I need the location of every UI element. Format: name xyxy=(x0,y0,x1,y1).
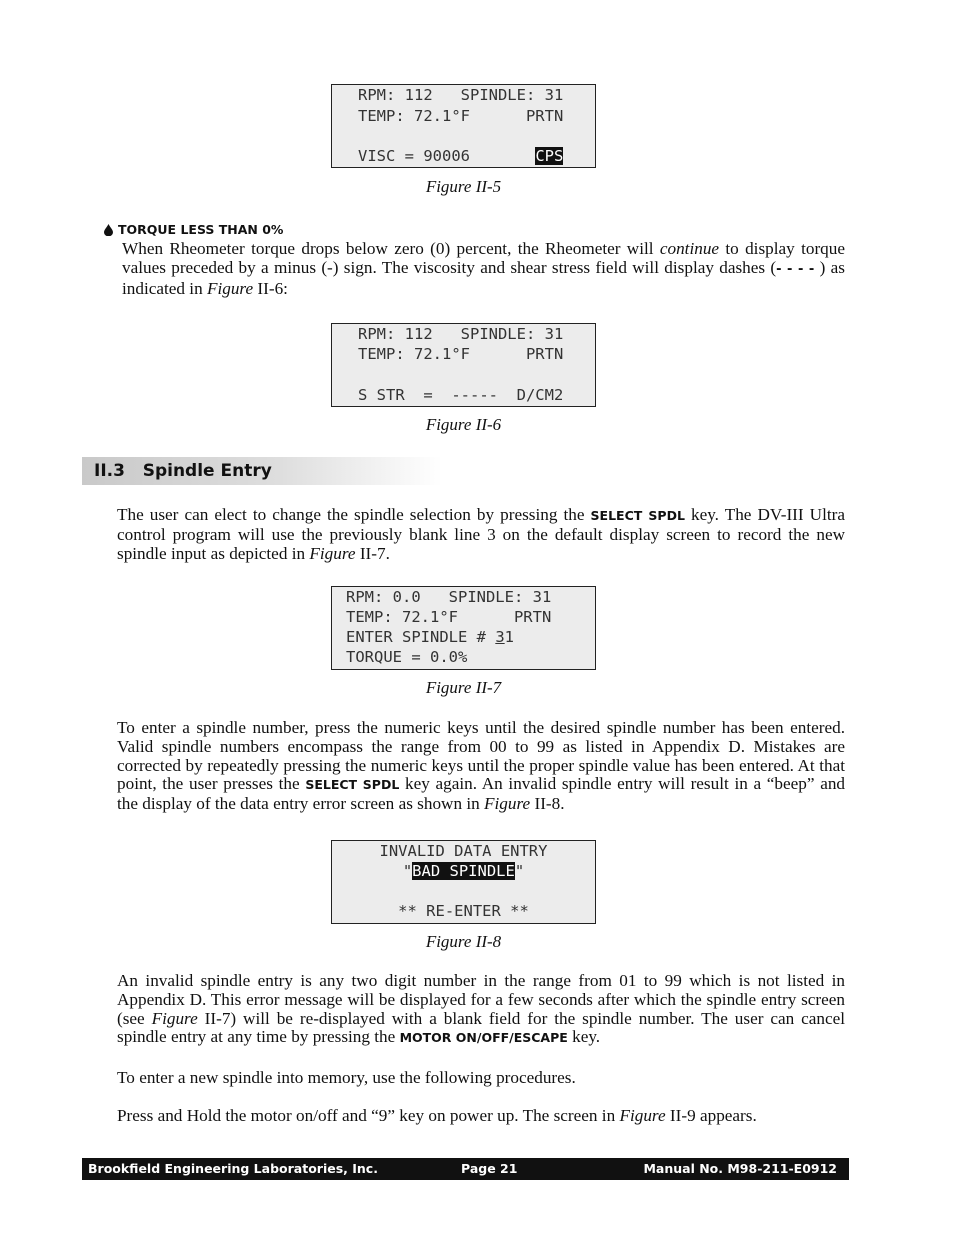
paragraph-press-hold xyxy=(117,1107,845,1126)
text-run: key. The DV-III Ultra control program will use the previously blank line 3 on the default display screen to record the new spindle input as depicted in xyxy=(117,505,846,563)
lcd-figure-ii-5 xyxy=(331,84,596,168)
lcd-line-1: RPM: 0.0 SPINDLE: 31 xyxy=(346,588,552,606)
lcd-line-4: ** RE-ENTER ** xyxy=(398,902,529,920)
quote-mark: " xyxy=(402,862,413,880)
text-run: II-8. xyxy=(530,794,565,814)
paragraph-invalid-entry xyxy=(117,972,845,1048)
lcd-line-2: TEMP: 72.1°F PRTN xyxy=(346,608,552,626)
text-run: II-7. xyxy=(355,543,390,563)
lcd-line-1: INVALID DATA ENTRY xyxy=(379,842,548,860)
emphasis: Figure xyxy=(206,278,254,298)
dashes: - - - - xyxy=(776,261,815,277)
lcd-line-2: TEMP: 72.1°F PRTN xyxy=(358,345,564,363)
emphasis: Figure xyxy=(484,794,531,814)
emphasis: Figure xyxy=(619,1106,666,1125)
torque-heading xyxy=(104,222,283,237)
text-run: Press and Hold the motor on/off and “9” key on power up. The screen in xyxy=(117,1106,620,1125)
lcd-line-2: TEMP: 72.1°F PRTN xyxy=(358,107,564,125)
text-run: II-9 appears. xyxy=(665,1106,757,1125)
paragraph-enter-spindle xyxy=(117,719,845,814)
lcd-cursor-digit: 3 xyxy=(495,628,505,646)
lcd-line-2 xyxy=(332,861,595,881)
text-run: ) as indicated in xyxy=(122,257,845,298)
section-title xyxy=(94,461,272,481)
lcd-line-4: S STR = ----- D/CM2 xyxy=(358,386,564,404)
lcd-prompt: ENTER SPINDLE # xyxy=(346,628,496,646)
text-run: to display torque values preceded by a minus (-) sign. The viscosity and shear stress field will display dashes ( xyxy=(122,239,845,277)
figure-caption: Figure II-8 xyxy=(425,932,502,951)
lcd-units-highlight: CPS xyxy=(535,147,564,165)
text-run: When Rheometer torque drops below zero (0) percent, the Rheometer will xyxy=(122,239,660,258)
figure-caption: Figure II-6 xyxy=(425,415,502,434)
lcd-line-1: RPM: 112 SPINDLE: 31 xyxy=(358,86,564,104)
lcd-visc-text: VISC = 90006 xyxy=(358,147,536,165)
section-title-text: Spindle Entry xyxy=(142,461,272,481)
key-label: MOTOR ON/OFF/ESCAPE xyxy=(399,1030,568,1046)
lcd-line-4 xyxy=(358,146,563,166)
text-run: key. xyxy=(567,1027,601,1047)
quote-mark: " xyxy=(514,862,525,880)
footer-page-number: Page 21 xyxy=(461,1161,518,1176)
torque-paragraph xyxy=(122,240,845,298)
figure-caption: Figure II-7 xyxy=(425,678,502,697)
lcd-error-highlight: BAD SPINDLE xyxy=(412,862,515,880)
footer-manual-number: Manual No. M98-211-E0912 xyxy=(643,1161,837,1176)
footer-company: Brookfield Engineering Laboratories, Inc. xyxy=(88,1161,378,1176)
bullet-drop-icon xyxy=(104,224,113,236)
paragraph-new-spindle: To enter a new spindle into memory, use the following procedures. xyxy=(117,1068,576,1087)
lcd-figure-ii-6 xyxy=(331,323,596,407)
section-number: II.3 xyxy=(94,461,125,481)
figure-caption: Figure II-5 xyxy=(425,177,502,196)
key-label: SELECT SPDL xyxy=(305,777,400,793)
lcd-figure-ii-7 xyxy=(331,586,596,670)
lcd-figure-ii-8 xyxy=(331,840,596,924)
text-run: To enter a spindle number, press the numeric keys until the desired spindle number has been entered. Valid spindle numbers encompass the range from 00 to 99 as listed in Appendix D. Mistakes are corrected by repeatedly pressing the numeric keys until the proper spindle value has been entered. At that point, the user presses the xyxy=(117,718,845,794)
paragraph-spindle-select xyxy=(117,506,845,563)
emphasis: Figure xyxy=(151,1008,198,1028)
lcd-line-3 xyxy=(346,627,514,647)
text-run: An invalid spindle entry is any two digit number in the range from 01 to 99 which is not listed in Appendix D. This error message will be displayed for a few seconds after which the spindle entry screen (see xyxy=(117,971,845,1028)
text-run: II-6: xyxy=(253,278,288,298)
page-footer xyxy=(82,1158,849,1180)
emphasis: Figure xyxy=(309,543,356,563)
key-label: SELECT SPDL xyxy=(590,508,685,523)
text-run: II-7) will be re-displayed with a blank field for the spindle number. The user can cancel spindle entry at any time by pressing the xyxy=(117,1008,845,1047)
text-run: The user can elect to change the spindle selection by pressing the xyxy=(117,505,591,524)
text-run: key again. An invalid spindle entry will result in a “beep” and the display of the data entry error screen as shown in xyxy=(117,774,846,814)
lcd-line-4: TORQUE = 0.0% xyxy=(346,648,468,666)
torque-heading-text: TORQUE LESS THAN 0% xyxy=(118,222,284,237)
lcd-digit: 1 xyxy=(504,628,514,646)
emphasis: continue xyxy=(659,239,720,258)
lcd-line-1: RPM: 112 SPINDLE: 31 xyxy=(358,325,564,343)
